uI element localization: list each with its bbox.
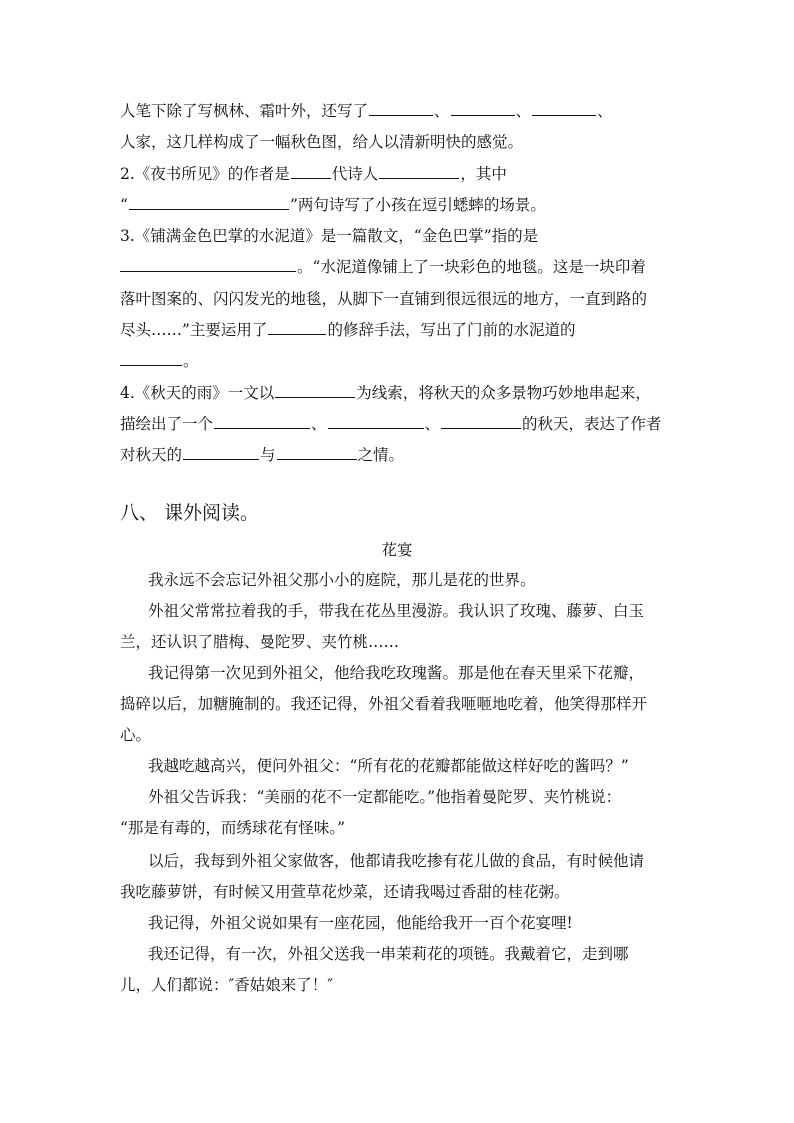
story-line: “那是有毒的，而绣球花有怪味。” <box>120 819 346 837</box>
q4-line-2 <box>120 414 662 434</box>
q2-text: 2.《夜书所见》的作者是 <box>120 165 290 183</box>
story-line: 外祖父告诉我：“美丽的花不一定都能吃。”他指着曼陀罗、夹竹桃说： <box>148 788 622 806</box>
q4-text: 、 <box>311 415 327 433</box>
q4-text: 描绘出了一个 <box>120 415 214 433</box>
blank-field[interactable] <box>291 164 331 179</box>
blank-field[interactable] <box>369 101 433 116</box>
q4-text: 与 <box>260 446 276 464</box>
q1-text: 人笔下除了写枫林、霜叶外，还写了 <box>120 102 369 120</box>
q3-text: 的修辞手法，写出了门前的水泥道的 <box>327 321 576 339</box>
q4-text: 、 <box>424 415 441 433</box>
blank-field[interactable] <box>532 101 596 116</box>
blank-field[interactable] <box>214 414 310 429</box>
q4-text: 为线索，将秋天的众多景物巧妙地串起来， <box>356 384 651 402</box>
story-line: 我记得第一次见到外祖父，他给我吃玫瑰酱。那是他在春天里采下花瓣， <box>148 664 645 682</box>
story-line: 捣碎以后，加糖腌制的。我还记得，外祖父看着我咂咂地吃着，他笑得那样开 <box>120 695 648 713</box>
story-line: 我记得，外祖父说如果有一座花园，他能给我开一百个花宴哩! <box>148 914 573 932</box>
blank-field[interactable] <box>451 101 515 116</box>
q2-text: ，其中 <box>460 165 507 183</box>
q2-text: 代诗人 <box>331 165 379 183</box>
story-line: 兰，还认识了腊梅、曼陀罗、夹竹桃…… <box>120 633 400 651</box>
q4-text: 4.《秋天的雨》一文以 <box>120 384 275 402</box>
blank-field[interactable] <box>277 445 357 460</box>
story-line: 外祖父常常拉着我的手，带我在花丛里漫游。我认识了玫瑰、藤萝、白玉 <box>148 602 645 620</box>
story-line: 我越吃越高兴，便问外祖父：“所有花的花瓣都能做这样好吃的酱吗？” <box>148 757 629 775</box>
q2-text: ”两句诗写了小孩在逗引蟋蟀的场景。 <box>289 196 546 214</box>
q3-text: 。“水泥道像铺上了一块彩色的地毯。这是一块印着 <box>297 258 646 276</box>
q4-text: 对秋天的 <box>120 446 183 464</box>
q3-line-1 <box>120 226 538 246</box>
blank-field[interactable] <box>441 414 521 429</box>
blank-field[interactable] <box>120 257 296 272</box>
story-line: 以后，我每到外祖父家做客，他都请我吃掺有花儿做的食品，有时候他请 <box>148 852 645 870</box>
q3-line-3 <box>120 289 647 309</box>
q2-text: “ <box>120 196 128 214</box>
q3-line-2 <box>120 257 646 277</box>
blank-field[interactable] <box>275 383 355 398</box>
story-line: 我吃藤萝饼，有时候又用萱草花炒菜，还请我喝过香甜的桂花粥。 <box>120 883 570 901</box>
blank-field[interactable] <box>120 351 182 366</box>
story-line: 儿，人们都说：″香姑娘来了！″ <box>120 976 334 994</box>
q1-line-1 <box>120 101 613 121</box>
blank-field[interactable] <box>268 320 326 335</box>
q4-line-3 <box>120 445 404 465</box>
q1-sep: 、 <box>597 102 613 120</box>
q4-text: 的秋天，表达了作者 <box>522 415 662 433</box>
q3-text: 。 <box>183 352 199 370</box>
q3-line-5 <box>120 351 199 371</box>
q3-text: 落叶图案的、闪闪发光的地毯，从脚下一直铺到很远很远的地方，一直到路的 <box>120 290 648 308</box>
q1-sep: 、 <box>434 102 450 120</box>
q1-sep: 、 <box>515 102 532 120</box>
blank-field[interactable] <box>379 164 459 179</box>
story-line: 我永远不会忘记外祖父那小小的庭院，那儿是花的世界。 <box>148 571 536 589</box>
q3-text: 尽头……”主要运用了 <box>120 321 268 339</box>
q4-text: 之情。 <box>357 446 405 464</box>
story-line: 心。 <box>120 726 152 744</box>
q1-text: 人家，这几样构成了一幅秋色图，给人以清新明快的感觉。 <box>120 133 524 151</box>
q2-line-2 <box>120 195 546 215</box>
q3-text: 3.《铺满金色巴掌的水泥道》是一篇散文，“金色巴掌”指的是 <box>120 227 539 245</box>
q1-line-2 <box>120 132 523 152</box>
section-heading: 八、 课外阅读。 <box>120 502 260 524</box>
story-line: 我还记得，有一次，外祖父送我一串茉莉花的项链。我戴着它，走到哪 <box>148 945 629 963</box>
blank-field[interactable] <box>328 414 424 429</box>
q2-line-1 <box>120 164 507 184</box>
blank-field[interactable] <box>129 195 289 210</box>
blank-field[interactable] <box>183 445 259 460</box>
q4-line-1 <box>120 383 651 403</box>
story-title: 花宴 <box>381 541 413 559</box>
q3-line-4 <box>120 320 575 340</box>
